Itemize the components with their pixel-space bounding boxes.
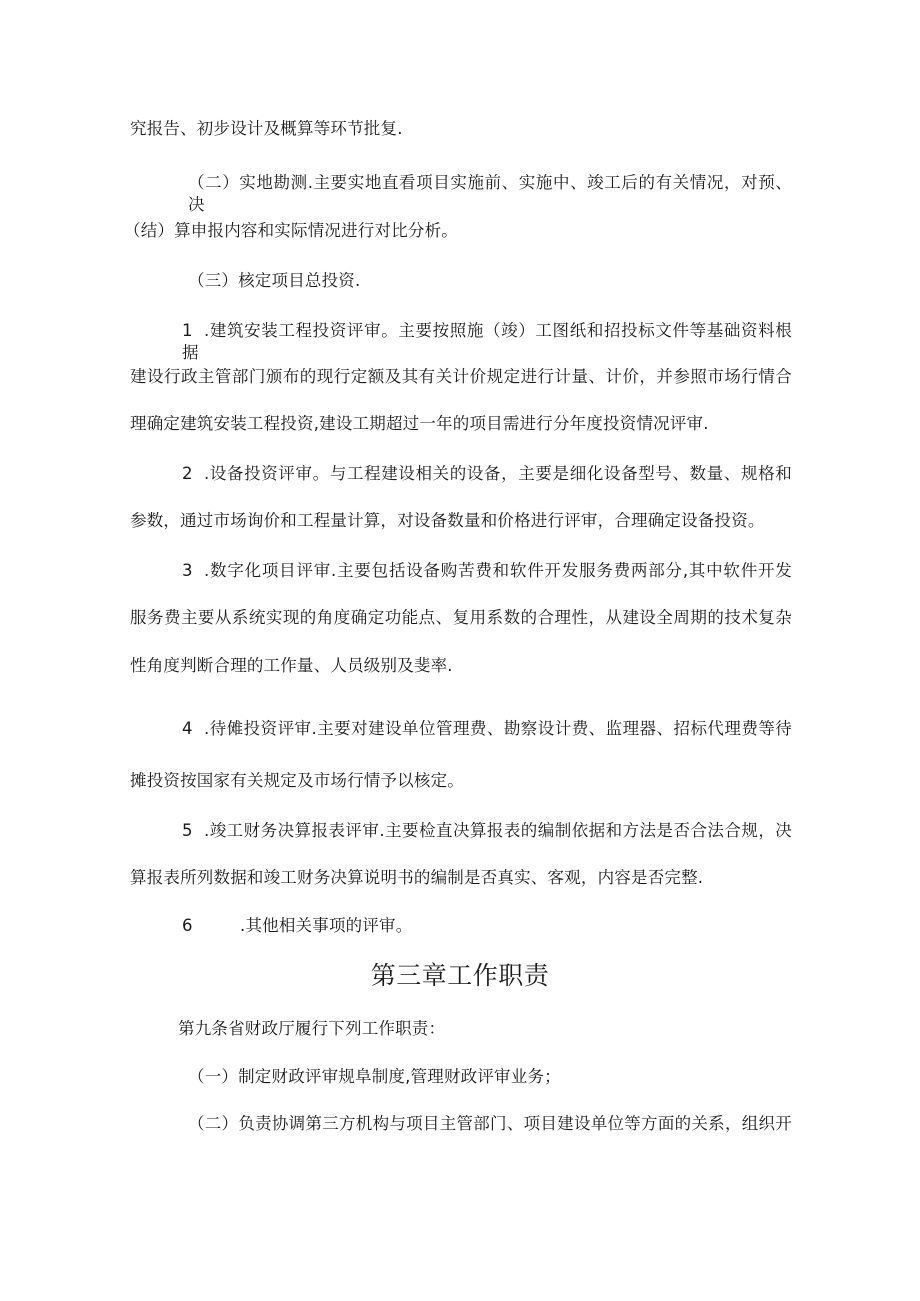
list-item-number: 3 <box>182 561 193 580</box>
list-item-1-line: 1 .建筑安装工程投资评审。主要按照施（竣）工图纸和招投标文件等基础资料根据 <box>182 321 792 362</box>
paragraph-line: 参数，通过市场询价和工程量计算，对设备数量和价格进行评审，合理确定设备投资。 <box>130 511 765 530</box>
paragraph-line: 摊投资按国家有关规定及市场行情予以核定。 <box>130 771 464 790</box>
paragraph-line: 性角度判断合理的工作量、人员级别及斐率. <box>130 656 453 675</box>
list-item-5-line: 5 .竣工财务决算报表评审.主要检直决算报表的编制依据和方法是否合法合规，决 <box>182 821 792 840</box>
list-item-2-line: 2 .设备投资评审。与工程建设相关的设备，主要是细化设备型号、数量、规格和 <box>182 464 792 483</box>
list-item-number: 4 <box>182 719 193 738</box>
list-item-6-line: 6 .其他相关事项的评审。 <box>182 916 413 935</box>
list-item-3-line: 3 .数字化项目评审.主要包括设备购苦费和软件开发服务费两部分,其中软件开发 <box>182 561 792 580</box>
paragraph-line: 算报表所列数据和竣工财务决算说明书的编制是否真实、客观，内容是否完整. <box>130 868 704 887</box>
duty-item: （二）负责协调第三方机构与项目主管部门、项目建设单位等方面的关系，组织开 <box>188 1114 792 1133</box>
list-item-number: 2 <box>182 464 193 483</box>
paragraph-line: 建设行政主管部门颁布的现行定额及其有关计价规定进行计量、计价，并参照市场行情合 <box>130 367 792 386</box>
duty-item: （一）制定财政评审规阜制度,管理财政评审业务； <box>188 1067 561 1086</box>
section-heading: （三）核定项目总投资. <box>188 271 361 290</box>
paragraph-line: （结）算申报内容和实际情况进行对比分析。 <box>124 221 458 240</box>
list-item-number: 5 <box>182 821 193 840</box>
paragraph-line: 服务费主要从系统实现的角度确定功能点、复用系数的合理性，从建设全周期的技术复杂 <box>130 608 792 627</box>
paragraph-line: （二）实地勘测.主要实地直看项目实施前、实施中、竣工后的有关情况，对预、决 <box>188 173 792 214</box>
article-line: 第九条省财政厅履行下列工作职责： <box>178 1019 446 1038</box>
paragraph-line: 究报告、初步设计及概算等环节批复. <box>130 119 403 138</box>
list-item-number: 1 <box>182 321 193 340</box>
paragraph-line: 理确定建筑安装工程投资,建设工期超过一年的项目需进行分年度投资情况评审. <box>130 414 709 433</box>
list-item-4-line: 4 .待傩投资评审.主要对建设单位管理费、勘察设计费、监理器、招标代理费等待 <box>182 719 792 738</box>
chapter-title: 第三章工作职责 <box>370 961 550 990</box>
list-item-number: 6 <box>182 916 193 935</box>
